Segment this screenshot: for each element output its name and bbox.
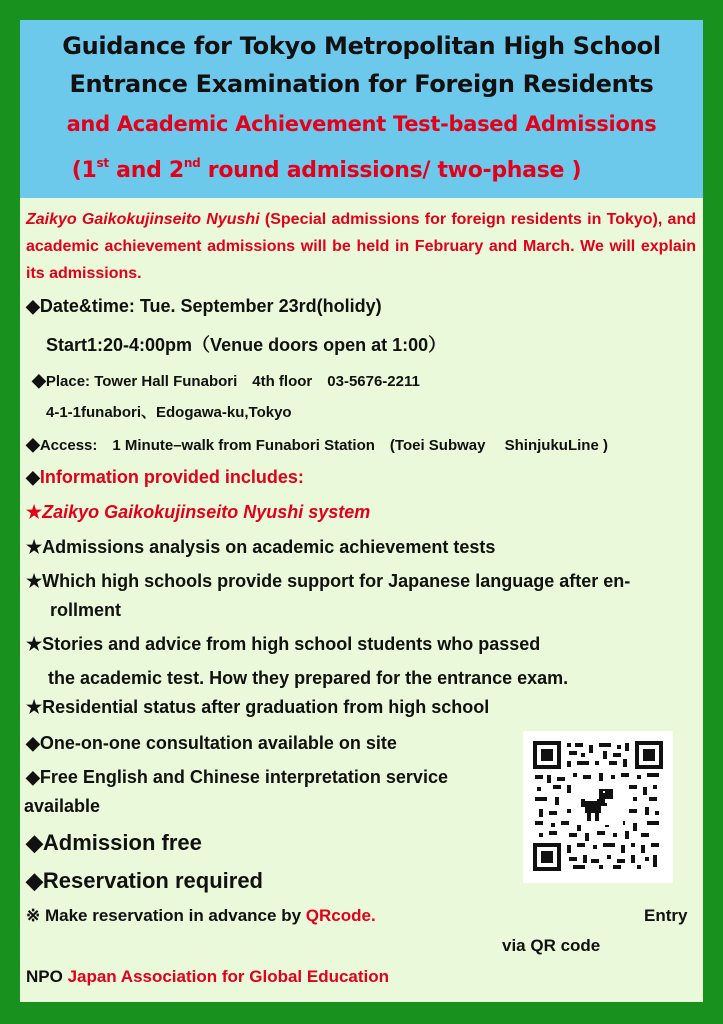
- diamond-icon: ◆: [26, 467, 40, 487]
- consult-line: ◆One-on-one consultation available on site: [26, 733, 397, 753]
- subtitle-line: and Academic Achievement Test-based Admissions: [66, 112, 657, 136]
- interpretation-line: ◆Free English and Chinese interpretation service: [26, 767, 448, 787]
- qr-code-icon: [533, 741, 663, 871]
- intro-paragraph: Zaikyo Gaikokujinseito Nyushi (Special admissions for foreign residents in Tokyo), and academic achievement admissions will be held in February and March. We will explain its admissions.: [26, 211, 697, 282]
- title-banner: [20, 20, 703, 198]
- diamond-icon: ◆: [26, 733, 40, 753]
- rounds-line: (1st and 2nd round admissions/ two-phase ): [71, 156, 582, 183]
- qr-code[interactable]: [523, 731, 673, 883]
- diamond-icon: ◆: [26, 830, 43, 855]
- list-item-continuation: rollment: [50, 600, 122, 620]
- diamond-icon: ◆: [26, 868, 43, 893]
- diamond-icon: ◆: [26, 767, 40, 787]
- list-item: ★Admissions analysis on academic achievement tests: [26, 537, 496, 557]
- info-heading: ◆Information provided includes:: [26, 467, 304, 487]
- time-line: Start1:20-4:00pm（Venue doors open at 1:00）: [46, 335, 447, 355]
- list-item: ★Zaikyo Gaikokujinseito Nyushi system: [26, 502, 371, 522]
- content-panel: [20, 198, 703, 1002]
- reservation-note: ※ Make reservation in advance by QRcode.: [26, 906, 376, 925]
- list-item: ★Residential status after graduation from high school: [26, 697, 490, 717]
- place-line: ◆Place: Tower Hall Funabori 4th floor 03-5676-2211: [32, 370, 420, 390]
- star-icon: ★: [26, 502, 43, 522]
- diamond-icon: ◆: [26, 296, 40, 316]
- list-item: ★Which high schools provide support for Japanese language after en-: [26, 571, 631, 591]
- star-icon: ★: [26, 634, 43, 654]
- reservation-required: ◆Reservation required: [26, 868, 263, 893]
- datetime-line: ◆Date&time: Tue. September 23rd(holidy): [26, 296, 382, 316]
- entry-label: Entry: [644, 906, 688, 925]
- list-item: ★Stories and advice from high school students who passed: [26, 634, 541, 654]
- organizer: NPO Japan Association for Global Education: [26, 967, 390, 986]
- star-icon: ★: [26, 571, 43, 591]
- title-line-2: Entrance Examination for Foreign Residents: [69, 70, 654, 98]
- list-item-continuation: the academic test. How they prepared for the entrance exam.: [48, 668, 569, 688]
- title-line-1: Guidance for Tokyo Metropolitan High School: [62, 32, 661, 60]
- interpretation-continuation: available: [24, 796, 101, 816]
- entry-qr-label: via QR code: [502, 936, 601, 955]
- diamond-icon: ◆: [32, 370, 46, 390]
- admission-free: ◆Admission free: [26, 830, 202, 855]
- star-icon: ★: [26, 537, 43, 557]
- address-line: 4-1-1funabori、Edogawa-ku,Tokyo: [46, 404, 292, 421]
- access-line: ◆Access: 1 Minute–walk from Funabori Station (Toei Subway ShinjukuLine ): [26, 434, 608, 454]
- star-icon: ★: [26, 697, 43, 717]
- diamond-icon: ◆: [26, 434, 40, 454]
